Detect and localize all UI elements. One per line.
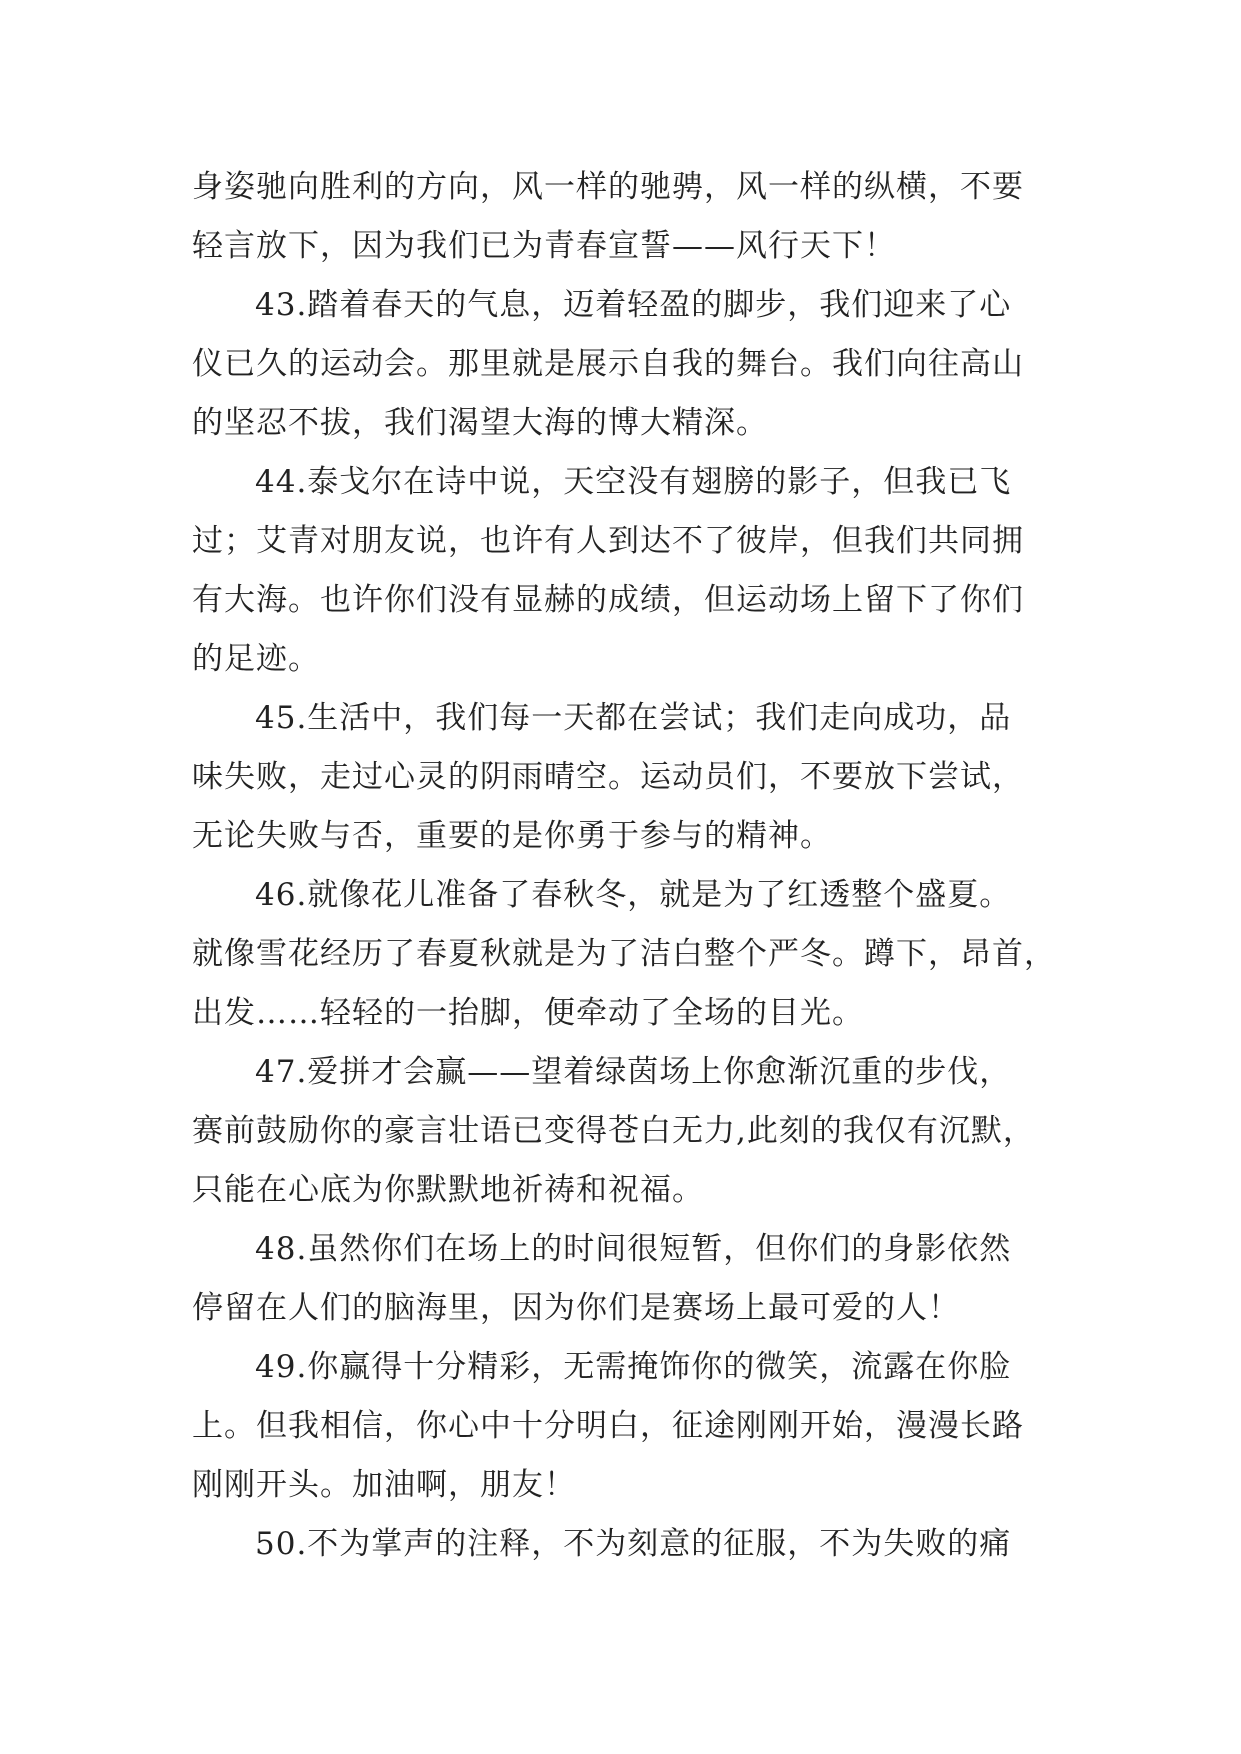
paragraph-start-line: 49.你赢得十分精彩，无需掩饰你的微笑，流露在你脸 (255, 1349, 1012, 1385)
text-line: 就像雪花经历了春夏秋就是为了洁白整个严冬。蹲下，昂首， (192, 936, 1056, 972)
text-line: 轻言放下，因为我们已为青春宣誓——风行天下！ (192, 228, 896, 264)
paragraph-start-line: 47.爱拼才会赢——望着绿茵场上你愈渐沉重的步伐， (255, 1054, 1012, 1090)
text-line: 有大海。也许你们没有显赫的成绩，但运动场上留下了你们 (192, 582, 1024, 618)
text-line: 过；艾青对朋友说，也许有人到达不了彼岸，但我们共同拥 (192, 523, 1024, 559)
text-line: 出发……轻轻的一抬脚，便牵动了全场的目光。 (192, 995, 864, 1031)
text-line: 味失败，走过心灵的阴雨晴空。运动员们，不要放下尝试， (192, 759, 1024, 795)
paragraph-start-line: 44.泰戈尔在诗中说，天空没有翅膀的影子，但我已飞 (255, 464, 1012, 500)
paragraph-start-line: 46.就像花儿准备了春秋冬，就是为了红透整个盛夏。 (255, 877, 1012, 913)
text-line: 停留在人们的脑海里，因为你们是赛场上最可爱的人！ (192, 1290, 960, 1326)
text-line: 上。但我相信，你心中十分明白，征途刚刚开始，漫漫长路 (192, 1408, 1024, 1444)
text-line: 身姿驰向胜利的方向，风一样的驰骋，风一样的纵横，不要 (192, 169, 1024, 205)
text-line: 的足迹。 (192, 641, 320, 677)
text-line: 刚刚开头。加油啊，朋友！ (192, 1467, 576, 1503)
document-body (192, 158, 1072, 1574)
text-line: 的坚忍不拔，我们渴望大海的博大精深。 (192, 405, 768, 441)
paragraph-start-line: 48.虽然你们在场上的时间很短暂，但你们的身影依然 (255, 1231, 1012, 1267)
text-line: 只能在心底为你默默地祈祷和祝福。 (192, 1172, 704, 1208)
text-line: 无论失败与否，重要的是你勇于参与的精神。 (192, 818, 832, 854)
text-line: 仪已久的运动会。那里就是展示自我的舞台。我们向往高山 (192, 346, 1024, 382)
paragraph-start-line: 50.不为掌声的注释，不为刻意的征服，不为失败的痛 (255, 1526, 1012, 1562)
paragraph-start-line: 45.生活中，我们每一天都在尝试；我们走向成功，品 (255, 700, 1012, 736)
text-line: 赛前鼓励你的豪言壮语已变得苍白无力,此刻的我仅有沉默， (192, 1113, 1035, 1149)
paragraph-start-line: 43.踏着春天的气息，迈着轻盈的脚步，我们迎来了心 (255, 287, 1012, 323)
